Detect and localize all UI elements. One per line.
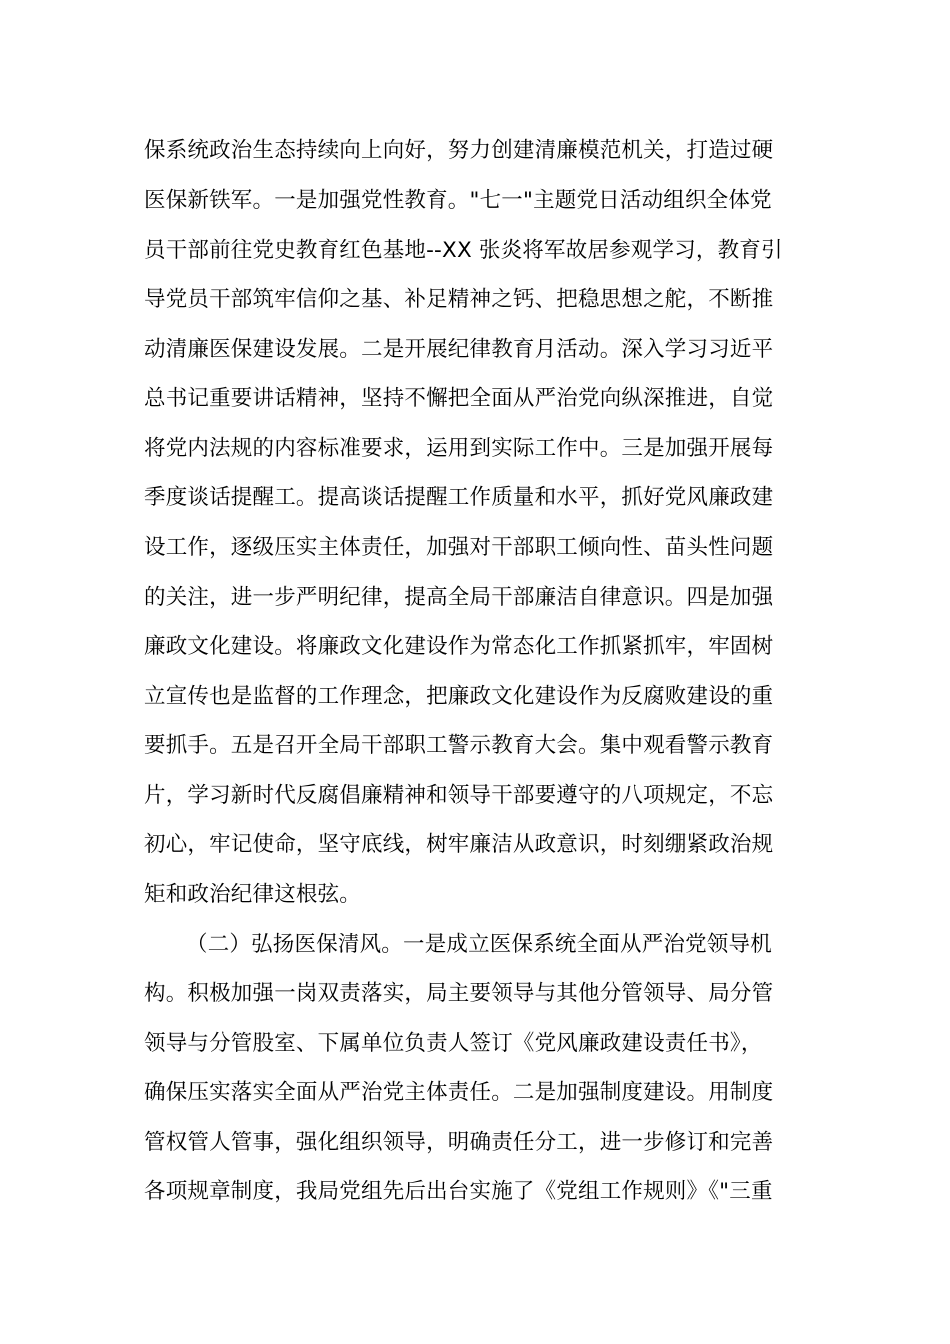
text-line: 设工作，逐级压实主体责任，加强对干部职工倾向性、苗头性问题	[144, 535, 774, 560]
text-line: 确保压实落实全面从严治党主体责任。二是加强制度建设。用制度	[144, 1080, 774, 1105]
text-line: 总书记重要讲话精神，坚持不懈把全面从严治党向纵深推进，自觉	[144, 386, 774, 411]
text-line: 的关注，进一步严明纪律，提高全局干部廉洁自律意识。四是加强	[144, 585, 774, 610]
text-line: 构。积极加强一岗双责落实，局主要领导与其他分管领导、局分管	[144, 981, 774, 1006]
text-line: 员干部前往党史教育红色基地--XX 张炎将军故居参观学习，教育引	[144, 238, 783, 263]
text-line: 动清廉医保建设发展。二是开展纪律教育月活动。深入学习习近平	[144, 337, 774, 362]
text-line: 管权管人管事，强化组织领导，明确责任分工，进一步修订和完善	[144, 1130, 774, 1155]
text-line: 廉政文化建设。将廉政文化建设作为常态化工作抓紧抓牢，牢固树	[144, 634, 774, 659]
text-line: 矩和政治纪律这根弦。	[144, 882, 362, 907]
text-line: 保系统政治生态持续向上向好，努力创建清廉模范机关，打造过硬	[144, 138, 774, 163]
text-line: 季度谈话提醒工。提高谈话提醒工作质量和水平，抓好党风廉政建	[144, 485, 774, 510]
text-line: 领导与分管股室、下属单位负责人签订《党风廉政建设责任书》，	[144, 1031, 763, 1056]
text-line: 片，学习新时代反腐倡廉精神和领导干部要遵守的八项规定，不忘	[144, 783, 774, 808]
text-line: 初心，牢记使命，坚守底线，树牢廉洁从政意识，时刻绷紧政治规	[144, 832, 774, 857]
text-line: 导党员干部筑牢信仰之基、补足精神之钙、把稳思想之舵，不断推	[144, 287, 774, 312]
text-line: 立宣传也是监督的工作理念，把廉政文化建设作为反腐败建设的重	[144, 684, 774, 709]
text-line: 医保新铁军。一是加强党性教育。"七一"主题党日活动组织全体党	[144, 188, 772, 213]
section-heading-line: （二）弘扬医保清风。一是成立医保系统全面从严治党领导机	[186, 932, 772, 957]
text-line: 各项规章制度，我局党组先后出台实施了《党组工作规则》《"三重	[144, 1179, 773, 1204]
text-line: 将党内法规的内容标准要求，运用到实际工作中。三是加强开展每	[144, 436, 774, 461]
text-line: 要抓手。五是召开全局干部职工警示教育大会。集中观看警示教育	[144, 733, 774, 758]
